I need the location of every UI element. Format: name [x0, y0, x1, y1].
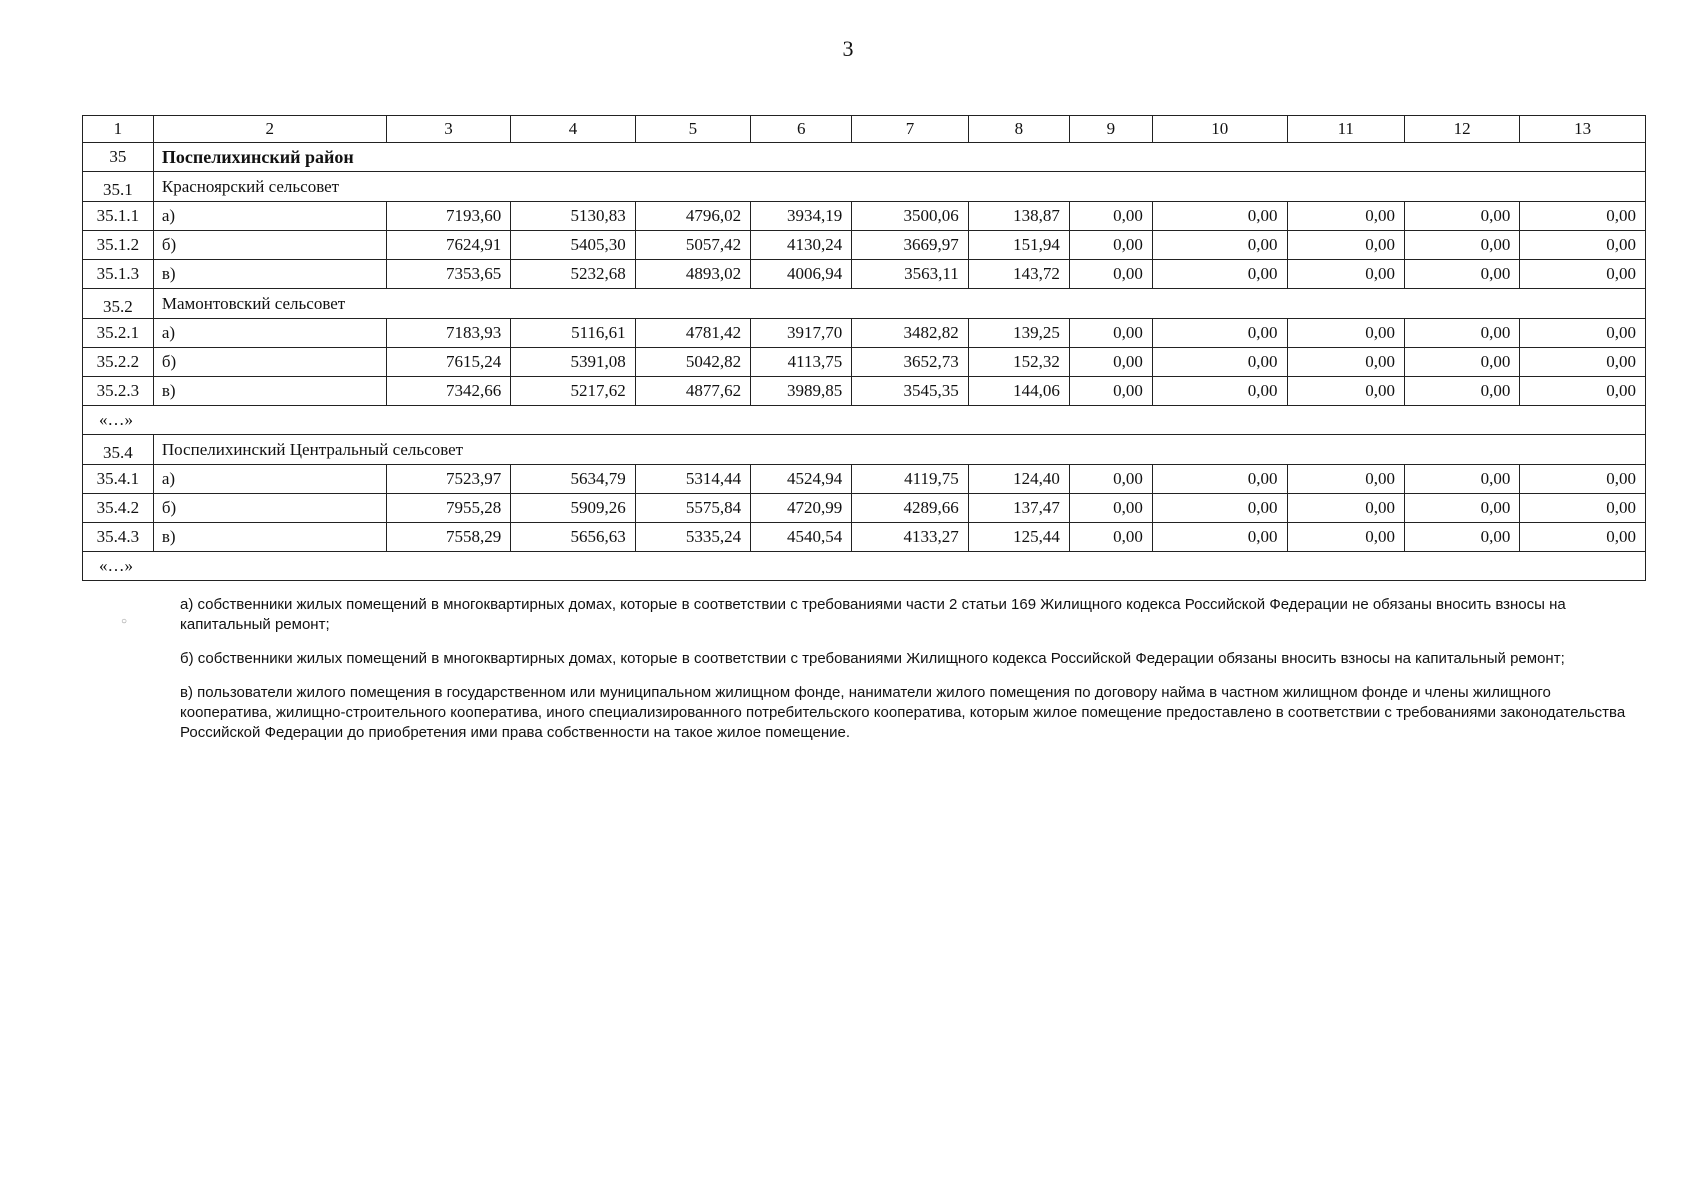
value-cell: 0,00	[1404, 494, 1519, 523]
margin-mark: ○	[121, 616, 128, 627]
table-row	[83, 319, 1646, 348]
row-number: 35.1.1	[83, 202, 154, 231]
value-cell: 4781,42	[635, 319, 750, 348]
column-header: 11	[1287, 116, 1404, 143]
value-cell: 7615,24	[386, 348, 511, 377]
value-cell: 3482,82	[852, 319, 968, 348]
value-cell: 0,00	[1287, 523, 1404, 552]
column-header: 4	[511, 116, 636, 143]
row-number: 35.4.2	[83, 494, 154, 523]
row-number: 35.2.1	[83, 319, 154, 348]
value-cell: 0,00	[1404, 319, 1519, 348]
value-cell: 0,00	[1152, 348, 1287, 377]
value-cell: 4540,54	[751, 523, 852, 552]
value-cell: 4796,02	[635, 202, 750, 231]
omitted-marker: «…»	[83, 552, 1646, 581]
value-cell: 0,00	[1069, 523, 1152, 552]
value-cell: 5391,08	[511, 348, 636, 377]
section-row	[83, 435, 1646, 465]
value-cell: 125,44	[968, 523, 1069, 552]
row-category: в)	[153, 523, 386, 552]
value-cell: 4133,27	[852, 523, 968, 552]
value-cell: 3563,11	[852, 260, 968, 289]
row-category: в)	[153, 377, 386, 406]
row-category: а)	[153, 319, 386, 348]
table-row	[83, 465, 1646, 494]
omitted-marker: «…»	[83, 406, 1646, 435]
column-header: 2	[153, 116, 386, 143]
value-cell: 5057,42	[635, 231, 750, 260]
value-cell: 0,00	[1287, 348, 1404, 377]
value-cell: 5314,44	[635, 465, 750, 494]
value-cell: 0,00	[1404, 260, 1519, 289]
value-cell: 0,00	[1287, 494, 1404, 523]
section-row	[83, 172, 1646, 202]
value-cell: 0,00	[1069, 494, 1152, 523]
value-cell: 4113,75	[751, 348, 852, 377]
column-header: 3	[386, 116, 511, 143]
column-header: 8	[968, 116, 1069, 143]
table-body	[83, 116, 1646, 581]
table-row	[83, 494, 1646, 523]
header-row	[83, 116, 1646, 143]
row-number: 35.4.3	[83, 523, 154, 552]
column-header: 5	[635, 116, 750, 143]
value-cell: 0,00	[1404, 231, 1519, 260]
value-cell: 0,00	[1069, 319, 1152, 348]
value-cell: 0,00	[1152, 465, 1287, 494]
value-cell: 3500,06	[852, 202, 968, 231]
table-row	[83, 377, 1646, 406]
value-cell: 7624,91	[386, 231, 511, 260]
section-row	[83, 289, 1646, 319]
value-cell: 7523,97	[386, 465, 511, 494]
row-category: а)	[153, 465, 386, 494]
value-cell: 5042,82	[635, 348, 750, 377]
value-cell: 4524,94	[751, 465, 852, 494]
row-category: б)	[153, 494, 386, 523]
value-cell: 7193,60	[386, 202, 511, 231]
value-cell: 152,32	[968, 348, 1069, 377]
value-cell: 0,00	[1404, 202, 1519, 231]
value-cell: 5116,61	[511, 319, 636, 348]
value-cell: 4119,75	[852, 465, 968, 494]
value-cell: 0,00	[1520, 494, 1646, 523]
value-cell: 7353,65	[386, 260, 511, 289]
page-number: 3	[842, 36, 854, 61]
value-cell: 3669,97	[852, 231, 968, 260]
ellipsis-row	[83, 406, 1646, 435]
value-cell: 5634,79	[511, 465, 636, 494]
table-row	[83, 202, 1646, 231]
value-cell: 0,00	[1069, 231, 1152, 260]
value-cell: 5909,26	[511, 494, 636, 523]
value-cell: 151,94	[968, 231, 1069, 260]
value-cell: 0,00	[1069, 377, 1152, 406]
value-cell: 0,00	[1152, 319, 1287, 348]
table-row	[83, 231, 1646, 260]
row-category: а)	[153, 202, 386, 231]
value-cell: 4130,24	[751, 231, 852, 260]
value-cell: 0,00	[1520, 377, 1646, 406]
row-number: 35.2.3	[83, 377, 154, 406]
value-cell: 0,00	[1287, 465, 1404, 494]
value-cell: 0,00	[1287, 202, 1404, 231]
district-name: Поспелихинский район	[153, 143, 1645, 172]
value-cell: 0,00	[1404, 377, 1519, 406]
value-cell: 0,00	[1152, 523, 1287, 552]
value-cell: 4877,62	[635, 377, 750, 406]
value-cell: 0,00	[1152, 202, 1287, 231]
row-number: 35.1.2	[83, 231, 154, 260]
value-cell: 0,00	[1520, 202, 1646, 231]
section-name: Поспелихинский Центральный сельсовет	[153, 435, 1645, 465]
column-header: 13	[1520, 116, 1646, 143]
section-name: Красноярский сельсовет	[153, 172, 1645, 202]
value-cell: 0,00	[1520, 319, 1646, 348]
value-cell: 0,00	[1404, 465, 1519, 494]
value-cell: 5575,84	[635, 494, 750, 523]
value-cell: 5130,83	[511, 202, 636, 231]
column-header: 1	[83, 116, 154, 143]
row-number: 35.1.3	[83, 260, 154, 289]
value-cell: 5217,62	[511, 377, 636, 406]
value-cell: 4720,99	[751, 494, 852, 523]
section-number: 35.4	[83, 435, 154, 465]
value-cell: 3545,35	[852, 377, 968, 406]
value-cell: 0,00	[1152, 494, 1287, 523]
value-cell: 0,00	[1069, 465, 1152, 494]
footnote-v: в) пользователи жилого помещения в государственном или муниципальном жилищном фонде, наниматели жилого помещения по договору найма в частном жилищном фонде и члены жилищного кооператива, жилищно-строительного кооператива, иного специализированного потребительского кооператива, которым жилое помещение предоставлено в соответствии с требованиями законодательства Российской Федерации до приобретения ими права собственности на такое жилое помещение.	[180, 684, 1626, 741]
section-number: 35.1	[83, 172, 154, 202]
value-cell: 124,40	[968, 465, 1069, 494]
value-cell: 0,00	[1069, 260, 1152, 289]
value-cell: 3989,85	[751, 377, 852, 406]
value-cell: 0,00	[1404, 348, 1519, 377]
value-cell: 137,47	[968, 494, 1069, 523]
value-cell: 4893,02	[635, 260, 750, 289]
value-cell: 5656,63	[511, 523, 636, 552]
value-cell: 4289,66	[852, 494, 968, 523]
table-row	[83, 523, 1646, 552]
table-row	[83, 260, 1646, 289]
section-name: Мамонтовский сельсовет	[153, 289, 1645, 319]
value-cell: 139,25	[968, 319, 1069, 348]
column-header: 6	[751, 116, 852, 143]
district-row	[83, 143, 1646, 172]
section-number: 35.2	[83, 289, 154, 319]
value-cell: 0,00	[1520, 260, 1646, 289]
value-cell: 0,00	[1069, 348, 1152, 377]
value-cell: 7183,93	[386, 319, 511, 348]
value-cell: 0,00	[1520, 348, 1646, 377]
row-category: б)	[153, 231, 386, 260]
value-cell: 0,00	[1520, 465, 1646, 494]
column-header: 12	[1404, 116, 1519, 143]
value-cell: 5405,30	[511, 231, 636, 260]
value-cell: 7342,66	[386, 377, 511, 406]
footnote-a: а) собственники жилых помещений в многоквартирных домах, которые в соответствии с требованиями части 2 статьи 169 Жилищного кодекса Российской Федерации не обязаны вносить взносы на капитальный ремонт;	[180, 596, 1566, 633]
value-cell: 3917,70	[751, 319, 852, 348]
value-cell: 0,00	[1152, 231, 1287, 260]
footnotes	[180, 595, 1640, 757]
value-cell: 143,72	[968, 260, 1069, 289]
row-number: 35.2.2	[83, 348, 154, 377]
value-cell: 0,00	[1520, 523, 1646, 552]
value-cell: 144,06	[968, 377, 1069, 406]
value-cell: 0,00	[1404, 523, 1519, 552]
value-cell: 0,00	[1152, 377, 1287, 406]
value-cell: 5335,24	[635, 523, 750, 552]
column-header: 7	[852, 116, 968, 143]
value-cell: 0,00	[1287, 319, 1404, 348]
value-cell: 0,00	[1287, 377, 1404, 406]
value-cell: 0,00	[1520, 231, 1646, 260]
tariff-table	[82, 115, 1646, 581]
column-header: 9	[1069, 116, 1152, 143]
value-cell: 0,00	[1152, 260, 1287, 289]
table-row	[83, 348, 1646, 377]
column-header: 10	[1152, 116, 1287, 143]
value-cell: 0,00	[1287, 231, 1404, 260]
row-category: б)	[153, 348, 386, 377]
value-cell: 0,00	[1069, 202, 1152, 231]
row-category: в)	[153, 260, 386, 289]
value-cell: 3652,73	[852, 348, 968, 377]
value-cell: 138,87	[968, 202, 1069, 231]
value-cell: 3934,19	[751, 202, 852, 231]
value-cell: 7558,29	[386, 523, 511, 552]
value-cell: 5232,68	[511, 260, 636, 289]
row-number: 35.4.1	[83, 465, 154, 494]
value-cell: 4006,94	[751, 260, 852, 289]
value-cell: 7955,28	[386, 494, 511, 523]
footnote-b: б) собственники жилых помещений в многоквартирных домах, которые в соответствии с требованиями Жилищного кодекса Российской Федерации обязаны вносить взносы на капитальный ремонт;	[180, 650, 1565, 667]
value-cell: 0,00	[1287, 260, 1404, 289]
district-number: 35	[83, 143, 154, 172]
ellipsis-row	[83, 552, 1646, 581]
